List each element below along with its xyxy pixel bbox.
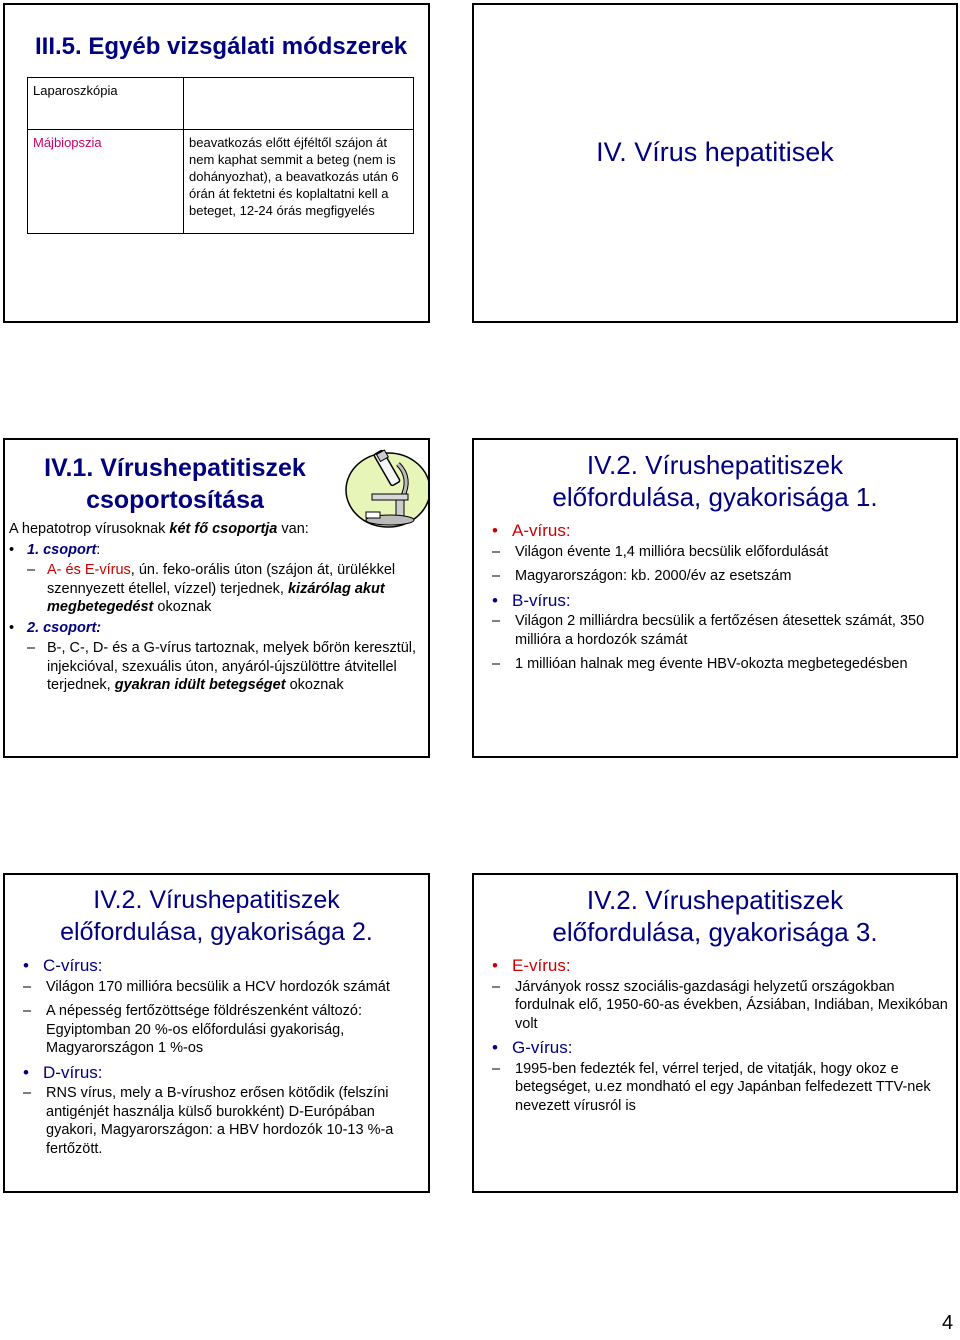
- slide-prevalence-1: [472, 438, 958, 758]
- table-row: [28, 130, 414, 234]
- page-number: 4: [942, 1312, 954, 1334]
- title-line: IV.2. Vírushepatitiszek: [93, 886, 340, 914]
- slide-body: [492, 518, 952, 680]
- slide-prevalence-2: [3, 873, 430, 1193]
- intro-text: A hepatotrop vírusoknak két fő csoportja van:: [9, 521, 309, 537]
- slide-title: III.5. Egyéb vizsgálati módszerek: [35, 33, 408, 60]
- list-item: – 1995-ben fedezték fel, vérrel terjed, de vitatják, hogy okoz e betegséget, u.ez mondható el egy Japánban felfedezett TTV-nek nevezett vírusról is: [492, 1060, 931, 1114]
- list-item: – Világon 170 millióra becsülik a HCV hordozók számát: [23, 978, 390, 995]
- list-item: • E-vírus:: [492, 956, 571, 975]
- slide-title: IV. Vírus hepatitisek: [596, 137, 834, 167]
- title-line: IV.2. Vírushepatitiszek: [586, 450, 844, 480]
- list-item: – B-, C-, D- és a G-vírus tartoznak, melyek bőrön keresztül, injekcióval, szexuális úton, anyáról-újszülöttre átvitellel terjednek, gyakran idült betegséget okoznak: [27, 640, 417, 693]
- table-cell-description: beavatkozás előtt éjféltől szájon át nem kaphat semmit a beteg (nem is dohányozhat), a beavatkozás után 6 órán át fektetni és koplaltatni kell a beteget, 12-24 órás megfigyelés: [184, 130, 414, 234]
- slide-title: [474, 449, 956, 513]
- slide-prevalence-3: [472, 873, 958, 1193]
- title-line: előfordulása, gyakorisága 3.: [552, 917, 878, 947]
- table-cell-description: [184, 78, 414, 130]
- slide-viral-hepatitis: [472, 3, 958, 323]
- slide-classification: [3, 438, 430, 758]
- title-line: IV.1. Vírushepatitiszek: [44, 454, 306, 482]
- title-line: előfordulása, gyakorisága 1.: [552, 482, 878, 512]
- microscope-icon: [336, 444, 430, 530]
- list-item: – Járványok rossz szociális-gazdasági helyzetű országokban fordulnak elő, 1950-60-as években, Ázsiában, Indiában, Mexikóban volt: [492, 978, 948, 1032]
- table-row: [28, 78, 414, 130]
- list-item: – Világon évente 1,4 millióra becsülik előfordulását: [492, 543, 829, 560]
- list-item: – Világon 2 milliárdra becsülik a fertőzésen átesettek számát, 350 millióra a hordozók számát: [492, 613, 925, 648]
- slide-title: [5, 452, 345, 516]
- list-item: – A népesség fertőzöttsége földrészenként változó: Egyiptomban 20 %-os előfordulási gyakoriság, Magyarországon 1 %-os: [23, 1003, 362, 1056]
- slide-other-methods: [3, 3, 430, 323]
- list-item: • D-vírus:: [23, 1062, 103, 1082]
- title-line: csoportosítása: [86, 486, 264, 514]
- list-item: • 2. csoport:: [9, 619, 102, 636]
- list-item: – RNS vírus, mely a B-vírushoz erősen kötődik (felszíni antigénjét használja külső burokként) D-Európában gyakori, Magyarországon: a HBV hordozók 10-13 %-a fertőzött.: [23, 1085, 394, 1157]
- slide-body: [23, 953, 423, 1164]
- list-item: – A- és E-vírus, ún. feko-orális úton (szájon át, ürülékkel szennyezett étellel, vízzel) terjednek, kizárólag akut megbetegedést okoznak: [27, 562, 396, 615]
- list-item: – Magyarországon: kb. 2000/év az esetszám: [492, 568, 792, 584]
- list-item: • G-vírus:: [492, 1038, 573, 1057]
- slide-title: [474, 884, 956, 948]
- table-cell-method: Laparoszkópia: [28, 78, 184, 130]
- list-item: • C-vírus:: [23, 956, 103, 975]
- table-cell-method: Májbiopszia: [28, 130, 184, 234]
- list-item: • B-vírus:: [492, 590, 571, 610]
- list-item: • 1. csoport:: [9, 541, 101, 558]
- title-line: IV.2. Vírushepatitiszek: [586, 885, 844, 915]
- slide-title: [5, 884, 428, 948]
- list-item: • A-vírus:: [492, 521, 571, 540]
- list-item: – 1 millióan halnak meg évente HBV-okozta megbetegedésben: [492, 656, 908, 672]
- slide-body: [492, 953, 952, 1121]
- methods-table: [27, 77, 414, 234]
- title-line: előfordulása, gyakorisága 2.: [60, 918, 373, 946]
- slide-body: [9, 520, 419, 697]
